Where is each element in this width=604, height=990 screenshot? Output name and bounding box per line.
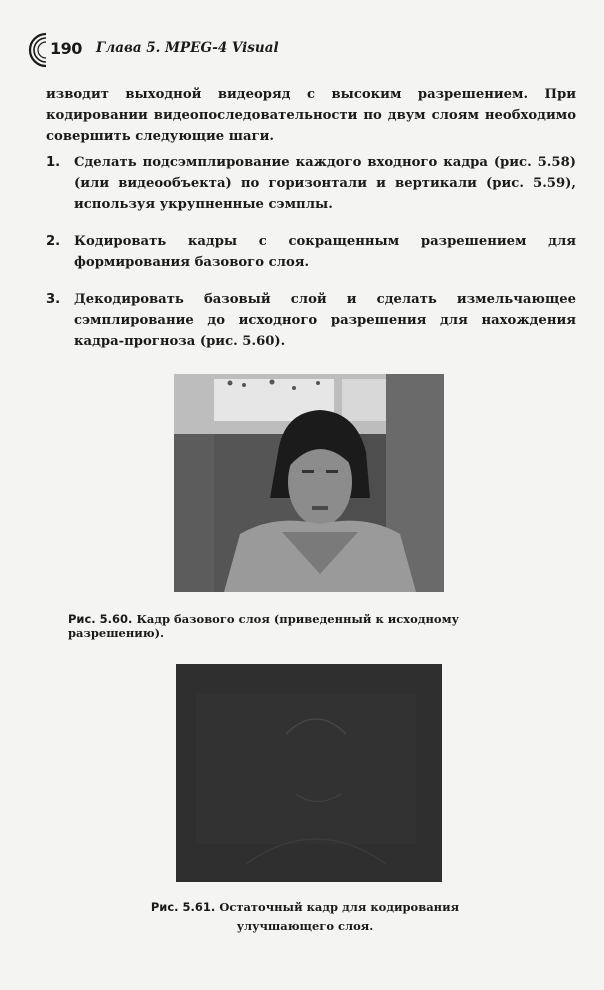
step-number: 1. [46, 155, 61, 170]
step-text: Сделать подсэмплирование каждого входного кадра (рис. 5.58) (или видеообъекта) по горизонтали и вертикали (рис. 5.59), используя укрупненные сэмплы. [74, 155, 576, 212]
page-number: 190 [50, 39, 82, 58]
step-number: 3. [46, 292, 61, 307]
chapter-title: Глава 5. MPEG-4 Visual [96, 40, 279, 56]
steps-list [46, 152, 576, 368]
intro-paragraph: изводит выходной видеоряд с высоким разрешением. При кодировании видеопоследовательности по двум слоям необходимо совершить следующие шаги. [46, 87, 576, 144]
list-item [46, 231, 576, 273]
list-item [46, 289, 576, 352]
figure-caption [40, 898, 570, 936]
step-text: Декодировать базовый слой и сделать измельчающее сэмплирование до исходного разрешения для нахождения кадра-прогноза (рис. 5.60). [74, 292, 576, 349]
step-number: 2. [46, 234, 61, 249]
residual-frame-image [176, 664, 442, 882]
base-layer-frame-image [174, 374, 444, 592]
page-header [26, 30, 586, 70]
figure-label: Рис. 5.60. [68, 612, 133, 626]
figure-caption-text: улучшающего слоя. [236, 919, 374, 933]
figure-caption-text: Кадр базового слоя (приведенный к исходному разрешению). [68, 612, 459, 640]
step-text: Кодировать кадры с сокращенным разрешением для формирования базового слоя. [74, 234, 576, 270]
figure-label: Рис. 5.61. [150, 900, 216, 914]
figure-caption [68, 612, 558, 640]
figure-caption-text: Остаточный кадр для кодирования [219, 900, 460, 914]
list-item [46, 152, 576, 215]
